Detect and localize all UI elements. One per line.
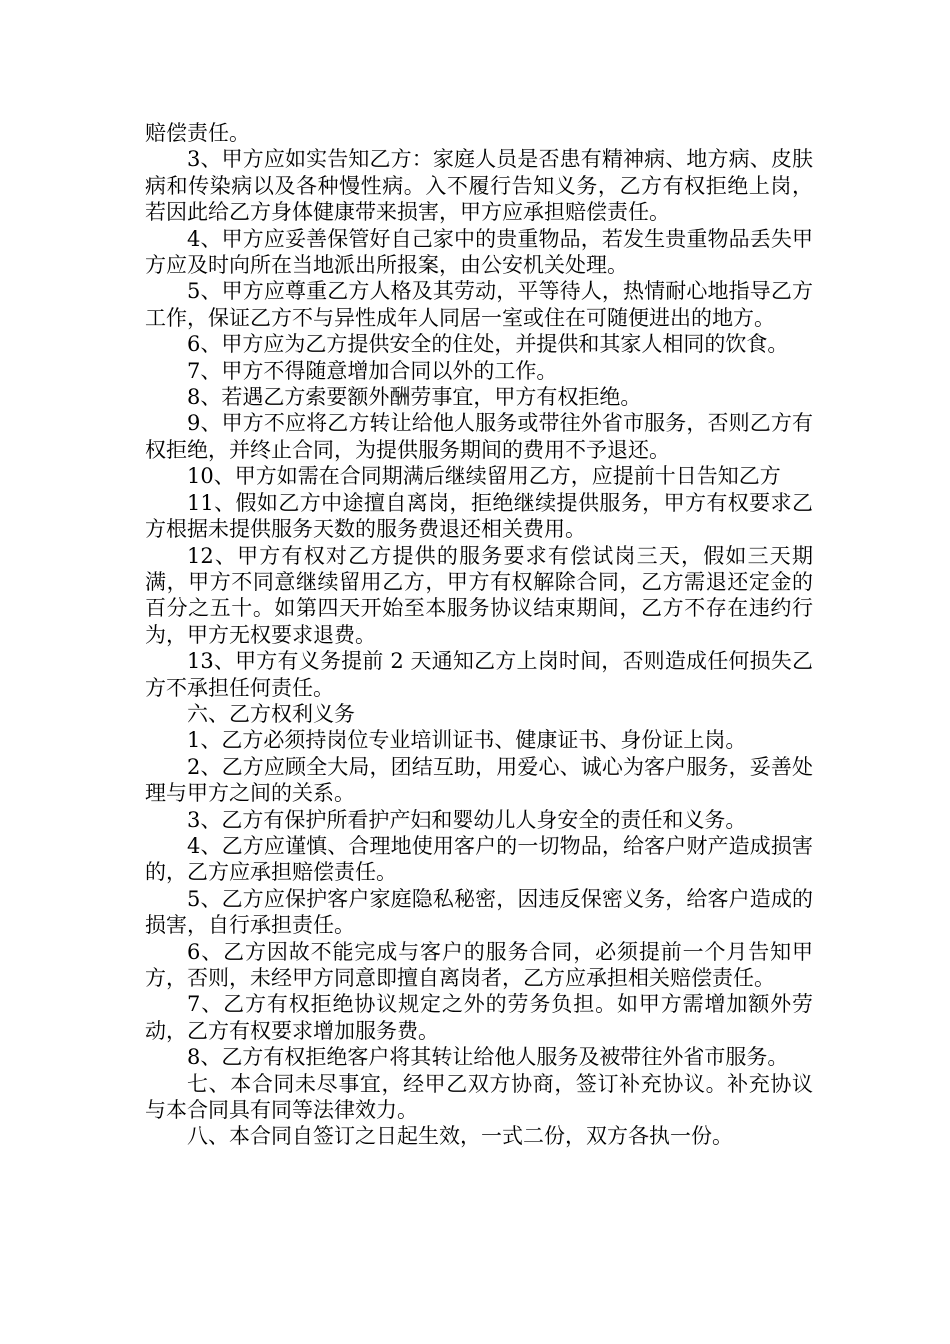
paragraph: 3、甲方应如实告知乙方：家庭人员是否患有精神病、地方病、皮肤病和传染病以及各种慢性病。入不履行告知义务，乙方有权拒绝上岗，若因此给乙方身体健康带来损害，甲方应承担赔偿责任。 (145, 147, 813, 225)
paragraph: 11、假如乙方中途擅自离岗，拒绝继续提供服务，甲方有权要求乙方根据未提供服务天数的服务费退还相关费用。 (145, 490, 813, 542)
paragraph: 5、甲方应尊重乙方人格及其劳动，平等待人，热情耐心地指导乙方工作，保证乙方不与异性成年人同居一室或住在可随便进出的地方。 (145, 279, 813, 330)
paragraph: 7、甲方不得随意增加合同以外的工作。 (187, 358, 558, 383)
paragraph: 6、乙方因故不能完成与客户的服务合同，必须提前一个月告知甲方，否则，未经甲方同意即擅自离岗者，乙方应承担相关赔偿责任。 (145, 939, 813, 990)
contract-body (145, 120, 813, 1150)
paragraph: 七、本合同未尽事宜，经甲乙双方协商，签订补充协议。补充协议与本合同具有同等法律效力。 (145, 1071, 813, 1123)
paragraph: 9、甲方不应将乙方转让给他人服务或带往外省市服务，否则乙方有权拒绝，并终止合同，为提供服务期间的费用不予退还。 (145, 411, 813, 462)
paragraph: 8、若遇乙方索要额外酬劳事宜，甲方有权拒绝。 (187, 385, 642, 410)
paragraph: 1、乙方必须持岗位专业培训证书、健康证书、身份证上岗。 (187, 728, 747, 753)
paragraph: 7、乙方有权拒绝协议规定之外的劳务负担。如甲方需增加额外劳动，乙方有权要求增加服务费。 (145, 992, 813, 1043)
paragraph: 6、甲方应为乙方提供安全的住处，并提供和其家人相同的饮食。 (187, 332, 789, 357)
paragraph: 4、甲方应妥善保管好自己家中的贵重物品，若发生贵重物品丢失甲方应及时向所在当地派出所报案，由公安机关处理。 (145, 226, 813, 278)
paragraph: 10、甲方如需在合同期满后继续留用乙方，应提前十日告知乙方 (187, 464, 781, 489)
section-heading: 六、乙方权利义务 (187, 701, 355, 726)
paragraph: 赔偿责任。 (145, 121, 250, 145)
paragraph: 13、甲方有义务提前 2 天通知乙方上岗时间，否则造成任何损失乙方不承担任何责任。 (145, 649, 813, 700)
paragraph: 8、乙方有权拒绝客户将其转让给他人服务及被带往外省市服务。 (187, 1045, 789, 1070)
paragraph: 2、乙方应顾全大局，团结互助，用爱心、诚心为客户服务，妥善处理与甲方之间的关系。 (145, 754, 813, 806)
paragraph: 12、甲方有权对乙方提供的服务要求有偿试岗三天，假如三天期满，甲方不同意继续留用乙方，甲方有权解除合同，乙方需退还定金的百分之五十。如第四天开始至本服务协议结束期间，乙方不存在违约行为，甲方无权要求退费。 (145, 543, 813, 647)
paragraph: 3、乙方有保护所看护产妇和婴幼儿人身安全的责任和义务。 (187, 807, 747, 832)
paragraph: 5、乙方应保护客户家庭隐私秘密，因违反保密义务，给客户造成的损害，自行承担责任。 (145, 886, 813, 938)
paragraph: 4、乙方应谨慎、合理地使用客户的一切物品，给客户财产造成损害的，乙方应承担赔偿责任。 (145, 833, 813, 885)
paragraph: 八、本合同自签订之日起生效，一式二份，双方各执一份。 (187, 1124, 733, 1149)
